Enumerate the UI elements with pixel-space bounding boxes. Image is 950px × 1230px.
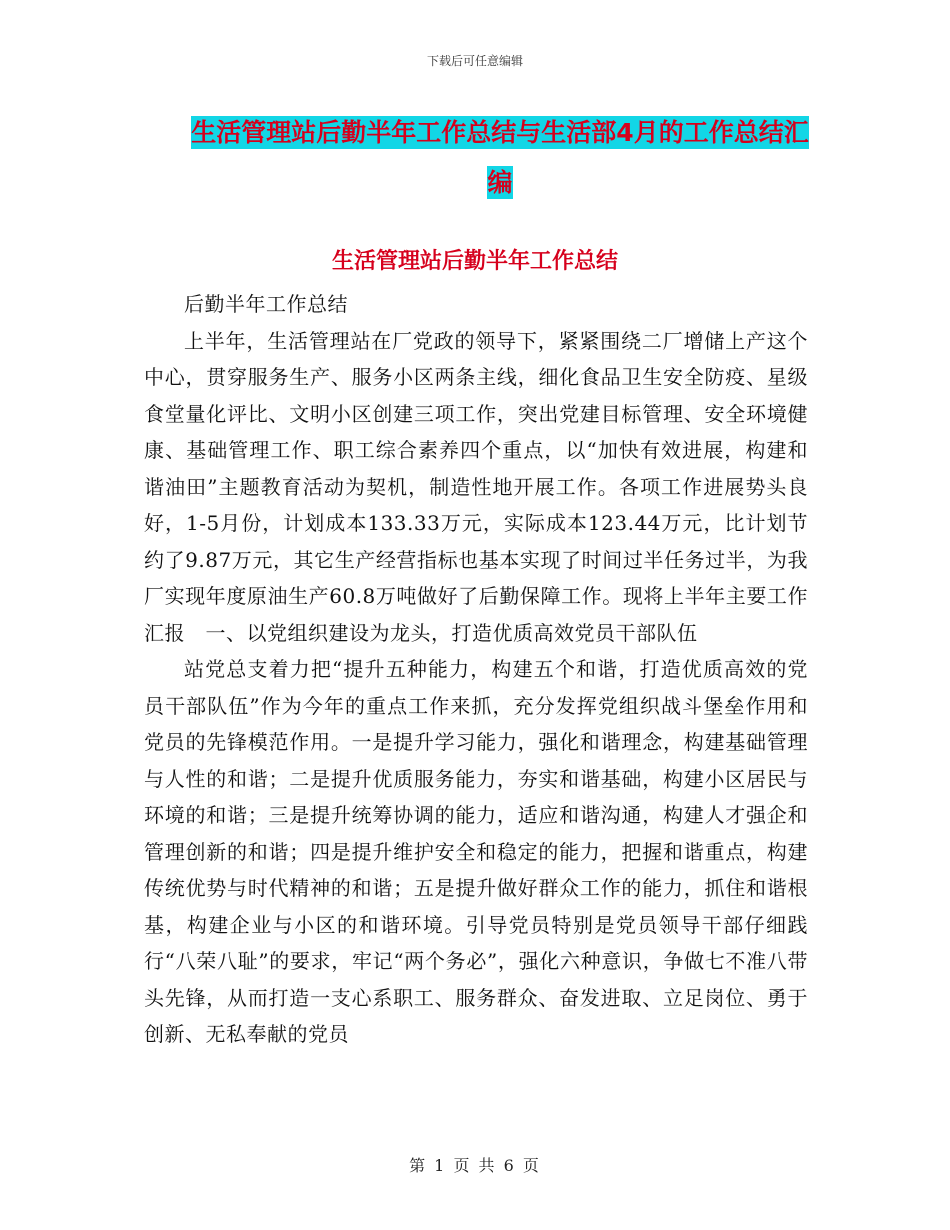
section-title: 生活管理站后勤半年工作总结 (331, 249, 618, 274)
body-paragraph: 上半年，生活管理站在厂党政的领导下，紧紧围绕二厂增储上产这个中心，贯穿服务生产、服务小区两条主线，细化食品卫生安全防疫、星级食堂量化评比、文明小区创建三项工作，突出党建目标管理、安全环境健康、基础管理工作、职工综合素养四个重点，以“加快有效进展，构建和谐油田”主题教育活动为契机，制造性地开展工作。各项工作进展势头良好，1-5月份，计划成本133.33万元，实际成本123.44万元，比计划节约了9.87万元，其它生产经营指标也基本实现了时间过半任务过半，为我厂实现年度原油生产60.8万吨做好了后勤保障工作。现将上半年主要工作汇报 一、以党组织建设为龙头，打造优质高效党员干部队伍 (144, 328, 808, 645)
body-paragraph: 后勤半年工作总结 (184, 292, 348, 316)
page-footer-number: 第 1 页 共 6 页 (409, 1156, 541, 1175)
page-header-note: 下载后可任意编辑 (426, 54, 523, 68)
document-title (190, 108, 810, 208)
document-title-text: 生活管理站后勤半年工作总结与生活部4月的工作总结汇编 (191, 118, 809, 197)
body-paragraph: 站党总支着力把“提升五种能力，构建五个和谐，打造优质高效的党员干部队伍”作为今年的重点工作来抓，充分发挥党组织战斗堡垒作用和党员的先锋模范作用。一是提升学习能力，强化和谐理念，构建基础管理与人性的和谐；二是提升优质服务能力，夯实和谐基础，构建小区居民与环境的和谐；三是提升统筹协调的能力，适应和谐沟通，构建人才强企和管理创新的和谐；四是提升维护安全和稳定的能力，把握和谐重点，构建传统优势与时代精神的和谐；五是提升做好群众工作的能力，抓住和谐根基，构建企业与小区的和谐环境。引导党员特别是党员领导干部仔细践行“八荣八耻”的要求，牢记“两个务必”，强化六种意识，争做七不准八带头先锋，从而打造一支心系职工、服务群众、奋发进取、立足岗位、勇于创新、无私奉献的党员 (144, 657, 808, 1046)
document-body (144, 286, 808, 1053)
